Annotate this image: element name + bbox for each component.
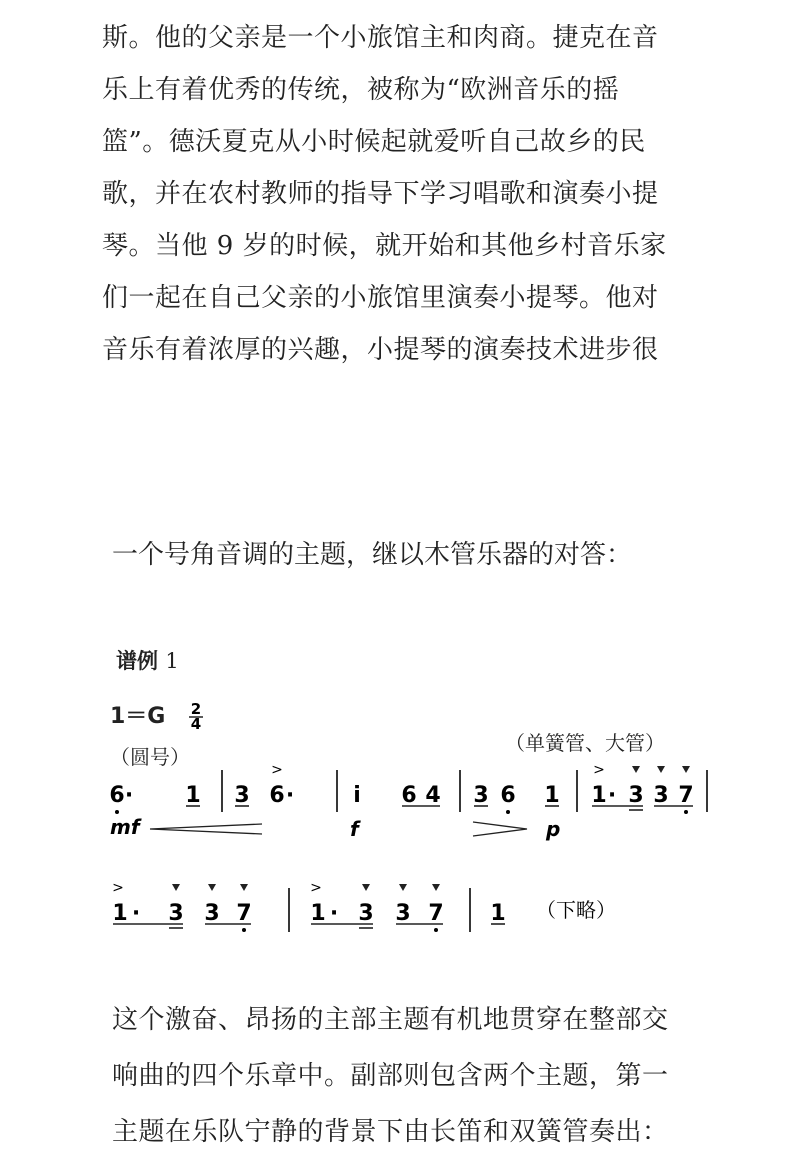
note: 3 <box>234 783 250 808</box>
instrument-clarinet-bassoon: （单簧管、大管） <box>505 731 665 755</box>
dot: · <box>607 783 617 808</box>
text-line: 斯。他的父亲是一个小旅馆主和肉商。捷克在音 <box>102 23 659 53</box>
time-sig-top: 2 <box>190 700 202 718</box>
note: i <box>353 783 361 808</box>
text-line: 响曲的四个乐章中。副部则包含两个主题，第一 <box>112 1061 669 1091</box>
instrument-horn: （圆号） <box>110 745 190 769</box>
staccato-wedge <box>172 884 180 891</box>
omitted-note: （下略） <box>536 898 616 922</box>
note: 1 <box>591 783 607 808</box>
low-octave-dot <box>242 928 246 932</box>
crescendo-hairpin <box>150 824 262 834</box>
note: 7 <box>236 901 252 926</box>
note: 1 <box>544 783 560 808</box>
dynamic-mf: mf <box>110 815 140 839</box>
note: 1 <box>185 783 201 808</box>
staccato-wedge <box>240 884 248 891</box>
note: 7 <box>678 783 694 808</box>
staccato-wedge <box>657 766 665 773</box>
note: 6 <box>109 783 125 808</box>
staccato-wedge <box>208 884 216 891</box>
accent-mark: > <box>310 880 322 896</box>
note: 4 <box>425 783 441 808</box>
note: 7 <box>428 901 444 926</box>
note: 3 <box>395 901 411 926</box>
low-octave-dot <box>115 810 119 814</box>
example-number: 1 <box>165 649 179 673</box>
note: 3 <box>653 783 669 808</box>
note: 6 <box>401 783 417 808</box>
dynamic-f: f <box>350 817 359 841</box>
dot: · <box>124 783 134 808</box>
dot: · <box>329 901 339 926</box>
text-line: 歌，并在农村教师的指导下学习唱歌和演奏小提 <box>102 179 659 209</box>
staccato-wedge <box>682 766 690 773</box>
note: 6 <box>500 783 516 808</box>
note: 6 <box>269 783 285 808</box>
accent-mark: > <box>593 762 605 778</box>
note: 1 <box>490 901 506 926</box>
staccato-wedge <box>432 884 440 891</box>
dot: · <box>285 783 295 808</box>
staccato-wedge <box>362 884 370 891</box>
time-sig-bottom: 4 <box>190 715 202 733</box>
accent-mark: > <box>112 880 124 896</box>
text-line: 主题在乐队宁静的背景下由长笛和双簧管奏出： <box>112 1117 669 1147</box>
text-line: 这个激奋、昂扬的主部主题有机地贯穿在整部交 <box>112 1005 669 1035</box>
note: 3 <box>168 901 184 926</box>
example-label-text: 谱例 <box>116 648 158 673</box>
staccato-wedge <box>632 766 640 773</box>
note: 3 <box>628 783 644 808</box>
text-line: 篮”。德沃夏克从小时候起就爱听自己故乡的民 <box>102 127 646 157</box>
dynamic-p: p <box>546 817 561 841</box>
note: 1 <box>310 901 326 926</box>
low-octave-dot <box>434 928 438 932</box>
note: 3 <box>358 901 374 926</box>
low-octave-dot <box>506 810 510 814</box>
note: 3 <box>473 783 489 808</box>
note: 3 <box>204 901 220 926</box>
key-text: 1＝G <box>110 704 166 729</box>
note: 1 <box>112 901 128 926</box>
low-octave-dot <box>684 810 688 814</box>
text-line: 们一起在自己父亲的小旅馆里演奏小提琴。他对 <box>102 283 659 313</box>
paragraph-analysis <box>112 992 732 1160</box>
intro-text: 一个号角音调的主题，继以木管乐器的对答： <box>112 540 633 570</box>
text-line: 琴。当他 9 岁的时候，就开始和其他乡村音乐家 <box>102 231 667 261</box>
text-line: 乐上有着优秀的传统，被称为“欧洲音乐的摇 <box>102 75 620 105</box>
staccato-wedge <box>399 884 407 891</box>
text-line: 音乐有着浓厚的兴趣，小提琴的演奏技术进步很 <box>102 335 659 365</box>
accent-mark: > <box>271 762 283 778</box>
decrescendo-hairpin <box>473 822 527 836</box>
dot: · <box>131 901 141 926</box>
